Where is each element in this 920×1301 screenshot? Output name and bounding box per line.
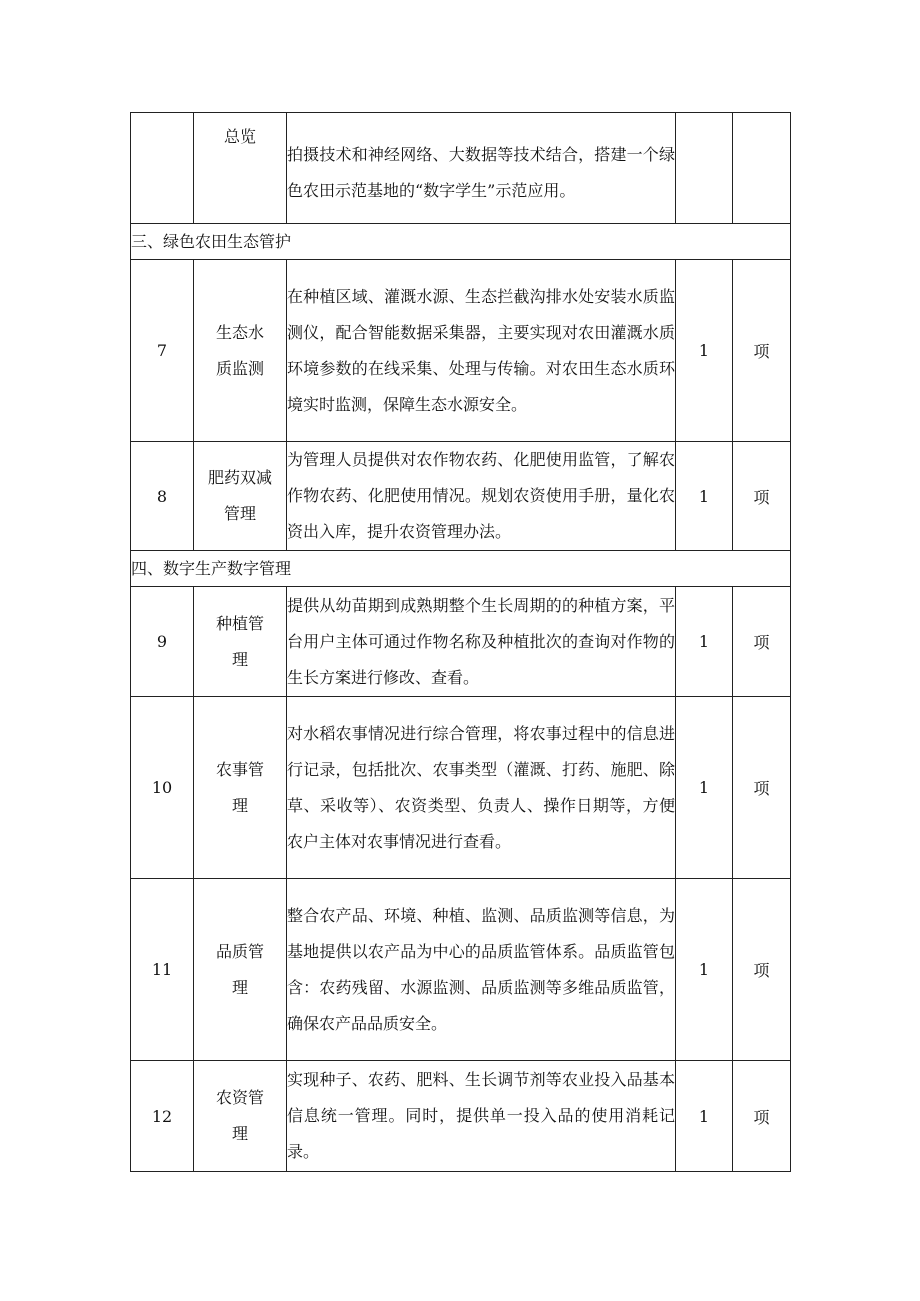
item-unit <box>733 113 791 224</box>
item-description: 实现种子、农药、肥料、生长调节剂等农业投入品基本信息统一管理。同时，提供单一投入品的使用消耗记录。 <box>287 1061 676 1172</box>
item-unit: 项 <box>733 442 791 551</box>
table-row <box>131 113 791 224</box>
item-name: 种植管 理 <box>194 587 287 697</box>
item-unit: 项 <box>733 697 791 879</box>
section-row <box>131 551 791 587</box>
section-title: 三、绿色农田生态管护 <box>131 224 791 260</box>
item-quantity: 1 <box>676 442 733 551</box>
item-description: 为管理人员提供对农作物农药、化肥使用监管，了解农作物农药、化肥使用情况。规划农资使用手册，量化农资出入库，提升农资管理办法。 <box>287 442 676 551</box>
item-unit: 项 <box>733 587 791 697</box>
table-row <box>131 879 791 1061</box>
item-name: 品质管 理 <box>194 879 287 1061</box>
table-row <box>131 260 791 442</box>
item-unit: 项 <box>733 879 791 1061</box>
equipment-spec-table <box>130 112 791 1172</box>
item-number: 9 <box>131 587 194 697</box>
table-row <box>131 697 791 879</box>
item-number <box>131 113 194 224</box>
item-unit: 项 <box>733 1061 791 1172</box>
item-quantity: 1 <box>676 260 733 442</box>
item-name: 农资管 理 <box>194 1061 287 1172</box>
item-description: 在种植区域、灌溉水源、生态拦截沟排水处安装水质监测仪，配合智能数据采集器，主要实现对农田灌溉水质环境参数的在线采集、处理与传输。对农田生态水质环境实时监测，保障生态水源安全。 <box>287 260 676 442</box>
item-name: 农事管 理 <box>194 697 287 879</box>
table-row <box>131 587 791 697</box>
item-description: 对水稻农事情况进行综合管理，将农事过程中的信息进行记录，包括批次、农事类型（灌溉、打药、施肥、除草、采收等）、农资类型、负责人、操作日期等，方便农户主体对农事情况进行查看。 <box>287 697 676 879</box>
item-unit: 项 <box>733 260 791 442</box>
section-row <box>131 224 791 260</box>
item-description: 提供从幼苗期到成熟期整个生长周期的的种植方案，平台用户主体可通过作物名称及种植批次的查询对作物的生长方案进行修改、查看。 <box>287 587 676 697</box>
item-quantity: 1 <box>676 587 733 697</box>
item-name: 肥药双减 管理 <box>194 442 287 551</box>
item-description: 拍摄技术和神经网络、大数据等技术结合，搭建一个绿色农田示范基地的“数字学生”示范应用。 <box>287 113 676 224</box>
section-title: 四、数字生产数字管理 <box>131 551 791 587</box>
item-name: 生态水 质监测 <box>194 260 287 442</box>
table-row <box>131 1061 791 1172</box>
item-number: 7 <box>131 260 194 442</box>
item-quantity: 1 <box>676 879 733 1061</box>
item-number: 12 <box>131 1061 194 1172</box>
item-quantity <box>676 113 733 224</box>
item-name: 总览 <box>194 113 287 224</box>
item-quantity: 1 <box>676 697 733 879</box>
table-row <box>131 442 791 551</box>
item-number: 11 <box>131 879 194 1061</box>
item-number: 8 <box>131 442 194 551</box>
item-number: 10 <box>131 697 194 879</box>
item-description: 整合农产品、环境、种植、监测、品质监测等信息，为基地提供以农产品为中心的品质监管体系。品质监管包含：农药残留、水源监测、品质监测等多维品质监管，确保农产品品质安全。 <box>287 879 676 1061</box>
item-quantity: 1 <box>676 1061 733 1172</box>
